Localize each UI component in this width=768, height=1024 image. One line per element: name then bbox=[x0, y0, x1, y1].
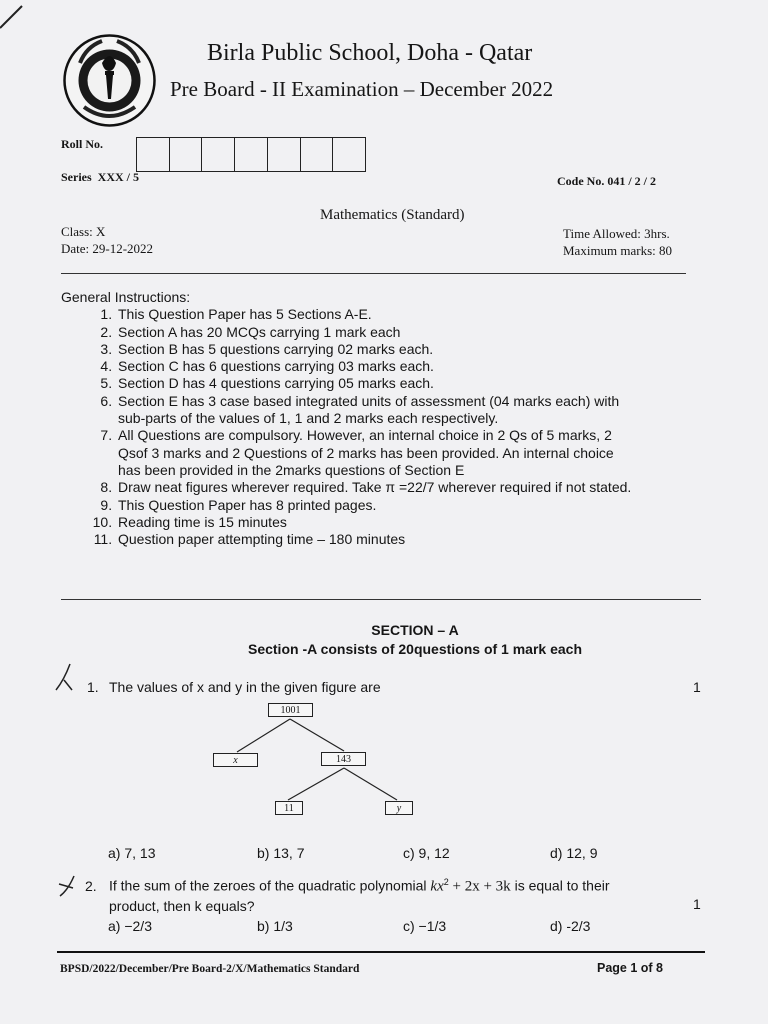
footer-divider bbox=[57, 951, 705, 953]
page-number: Page 1 of 8 bbox=[597, 961, 663, 975]
tree-node-root: 1001 bbox=[268, 703, 313, 717]
instructions-list bbox=[61, 306, 766, 548]
class-label: Class: X bbox=[61, 224, 106, 239]
general-instructions bbox=[61, 289, 766, 548]
question-number: 1. bbox=[87, 679, 99, 695]
instructions-heading: General Instructions: bbox=[61, 289, 191, 305]
option-b[interactable]: b) 13, 7 bbox=[257, 845, 305, 861]
roll-digit-box[interactable] bbox=[301, 138, 334, 171]
school-logo bbox=[62, 33, 157, 128]
roll-digit-box[interactable] bbox=[170, 138, 203, 171]
option-d[interactable]: d) -2/3 bbox=[550, 918, 591, 934]
instruction-item: 3. Section B has 5 questions carrying 02 marks each. bbox=[116, 341, 766, 358]
option-c[interactable]: c) 9, 12 bbox=[403, 845, 450, 861]
instruction-item: 6. Section E has 3 case based integrated units of assessment (04 marks each) with sub-parts of the values of 1, 1 and 2 marks each respectively. bbox=[116, 393, 628, 428]
school-torch-emblem-icon bbox=[62, 33, 157, 128]
tree-node-143: 143 bbox=[321, 752, 366, 766]
instruction-item: 1. This Question Paper has 5 Sections A-E. bbox=[116, 306, 766, 323]
roll-digit-box[interactable] bbox=[333, 138, 365, 171]
roll-no-label: Roll No. bbox=[61, 137, 103, 151]
option-a[interactable]: a) 7, 13 bbox=[108, 845, 156, 861]
option-b[interactable]: b) 1/3 bbox=[257, 918, 293, 934]
section-title: SECTION – A bbox=[371, 622, 459, 638]
exam-date: Date: 29-12-2022 bbox=[61, 241, 154, 256]
polynomial-x: x bbox=[437, 878, 444, 895]
question-marks: 1 bbox=[693, 679, 701, 695]
polynomial-rest: + 2x + 3k bbox=[448, 878, 511, 895]
instruction-item: 5. Section D has 4 questions carrying 05 marks each. bbox=[116, 375, 766, 392]
instruction-item: 2. Section A has 20 MCQs carrying 1 mark each bbox=[116, 324, 766, 341]
code-number: Code No. 041 / 2 / 2 bbox=[557, 174, 656, 188]
question-text bbox=[109, 877, 610, 896]
roll-digit-box[interactable] bbox=[137, 138, 170, 171]
tick-mark-icon bbox=[55, 872, 85, 902]
polynomial-k: k bbox=[430, 878, 438, 895]
footer-reference: BPSD/2022/December/Pre Board-2/X/Mathematics Standard bbox=[60, 963, 360, 975]
instruction-item: 4. Section C has 6 questions carrying 03 marks each. bbox=[116, 358, 766, 375]
tree-node-11: 11 bbox=[275, 801, 303, 815]
instruction-item: 8. Draw neat figures wherever required. Take π =22/7 wherever required if not stated. bbox=[116, 479, 766, 496]
roll-digit-box[interactable] bbox=[202, 138, 235, 171]
time-allowed: Time Allowed: 3hrs. bbox=[563, 226, 670, 241]
tree-node-x: x bbox=[213, 753, 258, 767]
school-name: Birla Public School, Doha - Qatar bbox=[207, 40, 533, 66]
instruction-item: 10. Reading time is 15 minutes bbox=[116, 514, 766, 531]
divider bbox=[61, 273, 686, 274]
option-a[interactable]: a) −2/3 bbox=[108, 918, 152, 934]
instruction-item: 11. Question paper attempting time – 180 minutes bbox=[116, 531, 766, 548]
roll-digit-box[interactable] bbox=[268, 138, 301, 171]
section-subtitle: Section -A consists of 20questions of 1 mark each bbox=[247, 641, 583, 657]
question-text: The values of x and y in the given figure are bbox=[109, 679, 381, 695]
divider bbox=[61, 599, 701, 600]
question-text-part: is equal to their bbox=[510, 877, 610, 894]
maximum-marks: Maximum marks: 80 bbox=[563, 243, 673, 258]
tick-mark-icon bbox=[52, 662, 86, 694]
exam-title: Pre Board - II Examination – December 2022 bbox=[170, 77, 554, 101]
question-marks: 1 bbox=[693, 896, 701, 912]
question-number: 2. bbox=[85, 878, 97, 894]
tree-node-y: y bbox=[385, 801, 413, 815]
option-c[interactable]: c) −1/3 bbox=[403, 918, 447, 934]
question-text-part: If the sum of the zeroes of the quadratic polynomial bbox=[109, 877, 431, 894]
instruction-item: 7. All Questions are compulsory. However, an internal choice in 2 Qs of 5 marks, 2 Qsof 3 marks and 2 Questions of 2 marks has been provided. An internal choice has been provided in the 2marks questions of Section E bbox=[116, 427, 638, 479]
corner-pen-mark bbox=[0, 0, 30, 30]
option-d[interactable]: d) 12, 9 bbox=[550, 845, 598, 861]
series-label: Series XXX / 5 bbox=[61, 170, 139, 184]
polynomial-exponent: 2 bbox=[443, 877, 449, 887]
roll-digit-box[interactable] bbox=[235, 138, 268, 171]
roll-no-boxes[interactable] bbox=[136, 137, 366, 172]
question-text-line2: product, then k equals? bbox=[109, 898, 255, 914]
subject-title: Mathematics (Standard) bbox=[320, 207, 465, 223]
instruction-item: 9. This Question Paper has 8 printed pages. bbox=[116, 497, 766, 514]
